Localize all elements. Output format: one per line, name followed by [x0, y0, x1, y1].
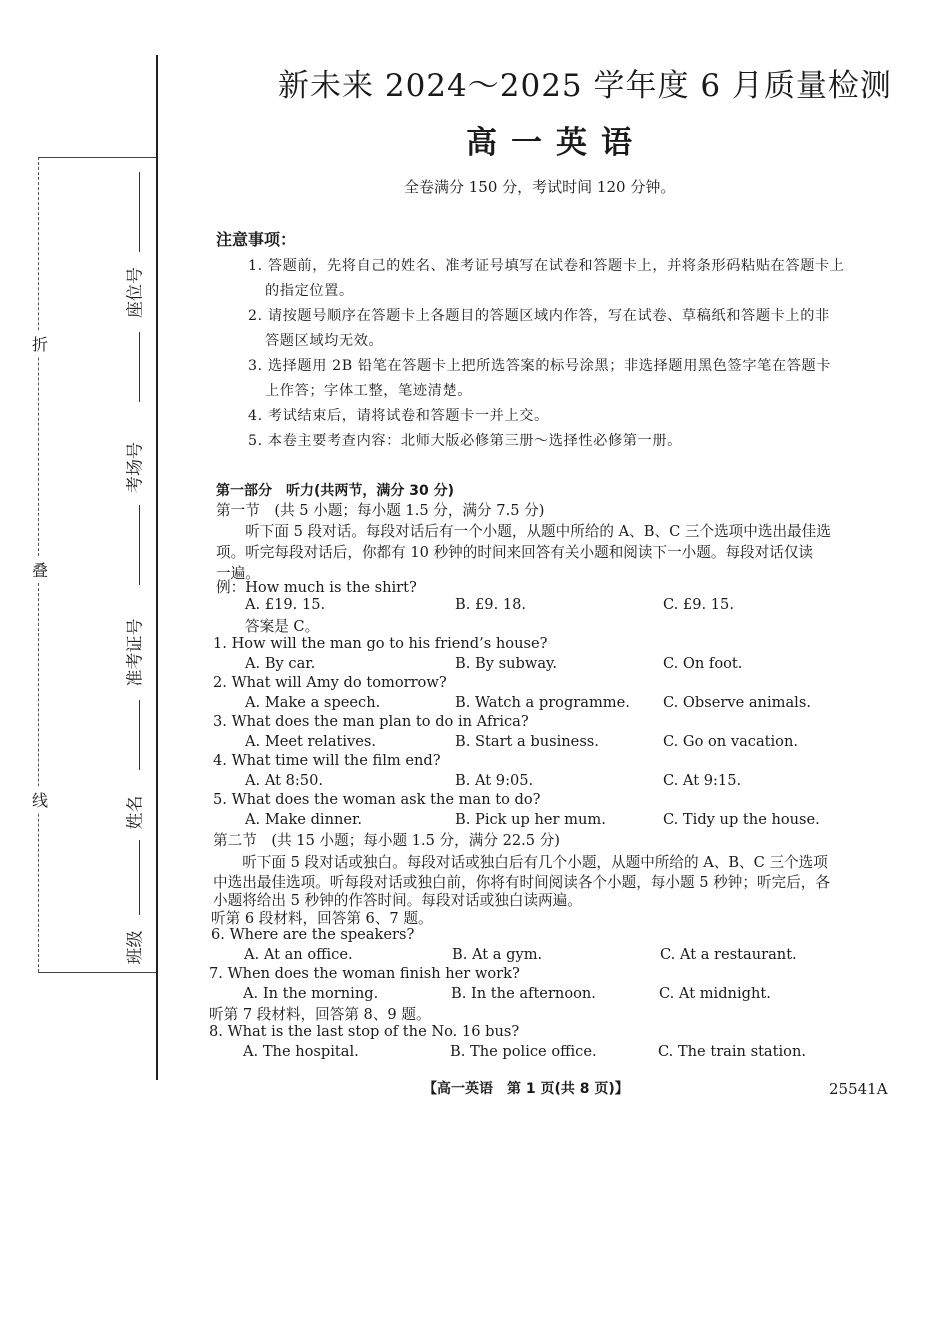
notice-heading: 注意事项： — [216, 230, 297, 249]
question-4: 4. What time will the film end? — [213, 752, 441, 769]
fold-char-3: 线 — [32, 786, 48, 813]
section2-instr-3: 小题将给出 5 秒钟的作答时间。每段对话或独白读两遍。 — [213, 892, 582, 909]
q6-option-c: C. At a restaurant. — [660, 946, 797, 963]
admission-number-field[interactable] — [139, 700, 140, 770]
question-7: 7. When does the woman finish her work? — [209, 965, 520, 982]
q5-option-c: C. Tidy up the house. — [663, 811, 820, 828]
question-6: 6. Where are the speakers? — [211, 926, 415, 943]
class-label: 班级 — [125, 930, 146, 965]
q2-option-a: A. Make a speech. — [245, 694, 381, 711]
q2-option-c: C. Observe animals. — [663, 694, 811, 711]
q3-option-c: C. Go on vacation. — [663, 733, 799, 750]
example-option-c: C. £9. 15. — [663, 596, 734, 613]
paper-code: 25541A — [829, 1080, 888, 1098]
notice-item-2b: 答题区域均无效。 — [265, 333, 384, 349]
material-7-note: 听第 7 段材料，回答第 8、9 题。 — [209, 1006, 431, 1023]
q5-option-b: B. Pick up her mum. — [455, 811, 606, 828]
question-1: 1. How will the man go to his friend’s house? — [213, 635, 548, 652]
q7-option-b: B. In the afternoon. — [451, 985, 596, 1002]
q3-option-b: B. Start a business. — [455, 733, 599, 750]
section1-instr-1: 听下面 5 段对话。每段对话后有一个小题，从题中所给的 A、B、C 三个选项中选出最佳选 — [216, 523, 831, 540]
q1-option-b: B. By subway. — [455, 655, 557, 672]
q6-option-a: A. At an office. — [244, 946, 353, 963]
q2-option-b: B. Watch a programme. — [455, 694, 630, 711]
section2-heading: 第二节 (共 15 小题；每小题 1.5 分，满分 22.5 分) — [213, 832, 560, 849]
notice-item-4: 4. 考试结束后，请将试卷和答题卡一并上交。 — [248, 408, 549, 424]
section2-instr-2: 中选出最佳选项。听每段对话或独白前，你将有时间阅读各个小题，每小题 5 秒钟；听完后，各 — [213, 874, 830, 891]
exam-info: 全卷满分 150 分，考试时间 120 分钟。 — [404, 178, 676, 196]
notice-item-1a: 1. 答题前，先将自己的姓名、准考证号填写在试卷和答题卡上，并将条形码粘贴在答题卡上 — [248, 258, 845, 274]
example-option-b: B. £9. 18. — [455, 596, 527, 613]
q8-option-a: A. The hospital. — [243, 1043, 359, 1060]
section1-instr-2: 项。听完每段对话后，你都有 10 秒钟的时间来回答有关小题和阅读下一小题。每段对话仅读 — [216, 544, 814, 561]
question-5: 5. What does the woman ask the man to do? — [213, 791, 541, 808]
page-footer: 【高一英语 第 1 页(共 8 页)】 — [423, 1081, 629, 1097]
notice-item-3b: 上作答；字体工整，笔迹清楚。 — [265, 383, 473, 399]
q4-option-a: A. At 8:50. — [245, 772, 324, 789]
fold-char-2: 叠 — [32, 556, 48, 583]
q8-option-b: B. The police office. — [450, 1043, 597, 1060]
notice-item-5: 5. 本卷主要考查内容：北师大版必修第三册～选择性必修第一册。 — [248, 433, 682, 449]
q8-option-c: C. The train station. — [658, 1043, 806, 1060]
q7-option-c: C. At midnight. — [659, 985, 771, 1002]
notice-item-3a: 3. 选择题用 2B 铅笔在答题卡上把所选答案的标号涂黑；非选择题用黑色签字笔在答题卡 — [248, 358, 832, 374]
question-3: 3. What does the man plan to do in Africa? — [213, 713, 529, 730]
q1-option-c: C. On foot. — [663, 655, 743, 672]
subject-title: 高一英语 — [466, 125, 646, 161]
admission-number-label: 准考证号 — [125, 618, 146, 687]
question-8: 8. What is the last stop of the No. 16 bus? — [209, 1023, 520, 1040]
section2-instr-1: 听下面 5 段对话或独白。每段对话或独白后有几个小题，从题中所给的 A、B、C 三个选项 — [213, 854, 828, 871]
exam-title: 新未来 2024～2025 学年度 6 月质量检测 — [278, 68, 892, 104]
name-label: 姓名 — [125, 795, 146, 830]
notice-item-2a: 2. 请按题号顺序在答题卡上各题目的答题区域内作答，写在试卷、草稿纸和答题卡上的非 — [248, 308, 830, 324]
exam-room-field[interactable] — [139, 505, 140, 585]
q1-option-a: A. By car. — [245, 655, 316, 672]
binding-margin-line — [156, 55, 158, 1080]
fold-top-rule — [38, 157, 156, 158]
example-question: 例：How much is the shirt? — [216, 579, 417, 596]
seat-number-label: 座位号 — [125, 267, 146, 318]
q7-option-a: A. In the morning. — [243, 985, 379, 1002]
exam-room-label: 考场号 — [125, 442, 146, 493]
section1-heading: 第一节 (共 5 小题；每小题 1.5 分，满分 7.5 分) — [216, 502, 545, 519]
part1-heading: 第一部分 听力(共两节，满分 30 分) — [216, 483, 455, 499]
name-field[interactable] — [139, 840, 140, 915]
fold-char-1: 折 — [32, 330, 48, 357]
q4-option-c: C. At 9:15. — [663, 772, 742, 789]
q5-option-a: A. Make dinner. — [245, 811, 363, 828]
q6-option-b: B. At a gym. — [452, 946, 543, 963]
q3-option-a: A. Meet relatives. — [245, 733, 377, 750]
section1-instr-3: 一遍。 — [216, 565, 260, 582]
example-answer: 答案是 C。 — [245, 618, 320, 635]
example-option-a: A. £19. 15. — [245, 596, 326, 613]
notice-item-1b: 的指定位置。 — [265, 283, 354, 299]
q4-option-b: B. At 9:05. — [455, 772, 534, 789]
seat-number-field-2[interactable] — [139, 332, 140, 402]
question-2: 2. What will Amy do tomorrow? — [213, 674, 447, 691]
seat-number-field[interactable] — [139, 172, 140, 252]
material-6-note: 听第 6 段材料，回答第 6、7 题。 — [211, 910, 433, 927]
